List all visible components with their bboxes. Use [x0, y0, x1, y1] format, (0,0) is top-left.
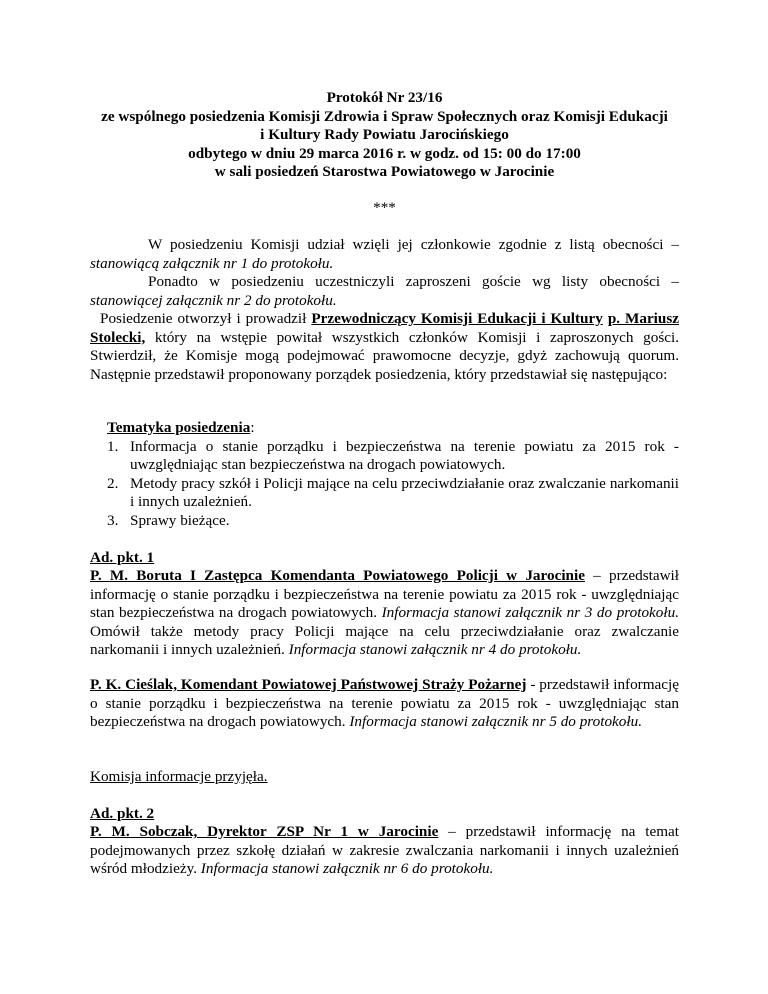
- protocol-location-line: w sali posiedzeń Starostwa Powiatowego w Jarocinie: [214, 163, 555, 180]
- pkt1-speaker2-paragraph: [90, 676, 679, 732]
- agenda-section: [107, 419, 679, 530]
- speaker-text: – przedstawił informację na temat podejmowanych przez szkołę działań w zakresie zwalczania narkomanii i innych uzależnień wśród młodzieży.: [90, 823, 679, 877]
- agenda-item-number: 2.: [107, 474, 119, 492]
- protocol-date-line: odbytego w dniu 29 marca 2016 r. w godz. od 15: 00 do 17:00: [188, 144, 581, 162]
- attendance-text: W posiedzeniu Komisji udział wzięli jej członkowie zgodnie z listą obecności –: [148, 236, 679, 253]
- attachment-note: Informacja stanowi załącznik nr 3 do protokołu.: [381, 604, 679, 621]
- agenda-colon: :: [250, 419, 255, 436]
- attachment-note: Informacja stanowi załącznik nr 4 do protokołu.: [288, 641, 582, 658]
- pkt1-speaker1: [90, 567, 679, 660]
- pkt2-speaker1-paragraph: [90, 823, 679, 879]
- attachment-note: Informacja stanowi załącznik nr 5 do protokołu.: [349, 713, 642, 730]
- protocol-header: [90, 89, 679, 182]
- agenda-item-text: Sprawy bieżące.: [130, 511, 230, 529]
- pkt1-speaker2: [90, 676, 679, 732]
- conclusion-text: Komisja informacje przyjęła.: [90, 768, 268, 785]
- guests-text: Ponadto w posiedzeniu uczestniczyli zaproszeni goście wg listy obecności –: [148, 273, 679, 290]
- agenda-heading-line: [107, 419, 679, 438]
- pkt1-conclusion: [90, 768, 679, 787]
- agenda-item-number: 1.: [107, 437, 119, 455]
- agenda-list: [107, 438, 679, 531]
- protocol-title: Protokół Nr 23/16: [326, 89, 443, 106]
- speaker-name: P. K. Cieślak, Komendant Powiatowej Państwowej Straży Pożarnej: [90, 676, 527, 693]
- attachment-note: Informacja stanowi załącznik nr 6 do protokołu.: [200, 860, 494, 877]
- guests-attachment: stanowiącej załącznik nr 2 do protokołu.: [90, 291, 337, 309]
- speaker-name: P. M. Boruta I Zastępca Komendanta Powiatowego Policji w Jarocinie: [90, 567, 585, 584]
- pkt2-heading-text: Ad. pkt. 2: [90, 805, 155, 822]
- speaker-text: Omówił także metody pracy Policji mające na celu przeciwdziałanie oraz zwalczanie narkomanii i innych uzależnień.: [90, 622, 679, 658]
- chair-name: p. Mariusz Stolecki,: [90, 310, 680, 346]
- protocol-subtitle-line: ze wspólnego posiedzenia Komisji Zdrowia i Spraw Społecznych oraz Komisji Edukacji: [101, 107, 668, 125]
- opening-section: [90, 310, 679, 384]
- agenda-item-text: Informacja o stanie porządku i bezpieczeństwa na terenie powiatu za 2015 rok - uwzględniając stan bezpieczeństwa na drogach powiatowych.: [130, 437, 679, 473]
- agenda-item: [107, 475, 679, 512]
- attendance-section: [90, 236, 679, 310]
- pkt2-speaker1: [90, 823, 679, 879]
- speaker-name: P. M. Sobczak, Dyrektor ZSP Nr 1 w Jarocinie: [90, 823, 439, 840]
- section-separator: ***: [373, 199, 396, 216]
- pkt1-speaker1-paragraph: [90, 567, 679, 660]
- protocol-subtitle-line: i Kultury Rady Powiatu Jarocińskiego: [260, 126, 509, 143]
- agenda-item: [107, 438, 679, 475]
- attendance-attachment: stanowiącą załącznik nr 1 do protokołu.: [90, 254, 334, 272]
- opening-pre: Posiedzenie otworzył i prowadził: [100, 310, 312, 327]
- speaker-text: - przedstawił informację o stanie porządku i bezpieczeństwa na terenie powiatu za 2015 rok - uwzględniając stan bezpieczeństwa na drogach powiatowych.: [90, 676, 679, 730]
- guests-paragraph: [90, 273, 679, 310]
- agenda-item: [107, 512, 679, 531]
- pkt1-heading: [90, 549, 679, 568]
- opening-post: który na wstępie powitał wszystkich członków Komisji i zaproszonych gości. Stwierdził, że Komisje mogą podejmować prawomocne decyzje, gdyż zachowują quorum. Następnie przedstawił proponowany porządek posiedzenia, który przedstawiał się następująco:: [90, 328, 679, 383]
- pkt2-heading: [90, 805, 679, 824]
- attendance-paragraph: [90, 236, 679, 273]
- chair-title: Przewodniczący Komisji Edukacji i Kultury: [311, 310, 603, 327]
- agenda-heading: Tematyka posiedzenia: [107, 419, 251, 436]
- opening-paragraph: [90, 310, 679, 384]
- agenda-item-number: 3.: [107, 511, 119, 529]
- pkt1-heading-text: Ad. pkt. 1: [90, 549, 155, 566]
- speaker-text: – przedstawił informację o stanie porządku i bezpieczeństwa na terenie powiatu za 2015 rok - uwzględniając stan bezpieczeństwa na drogach powiatowych.: [90, 567, 679, 621]
- agenda-item-text: Metody pracy szkół i Policji mające na celu przeciwdziałanie oraz zwalczanie narkomanii i innych uzależnień.: [130, 474, 679, 510]
